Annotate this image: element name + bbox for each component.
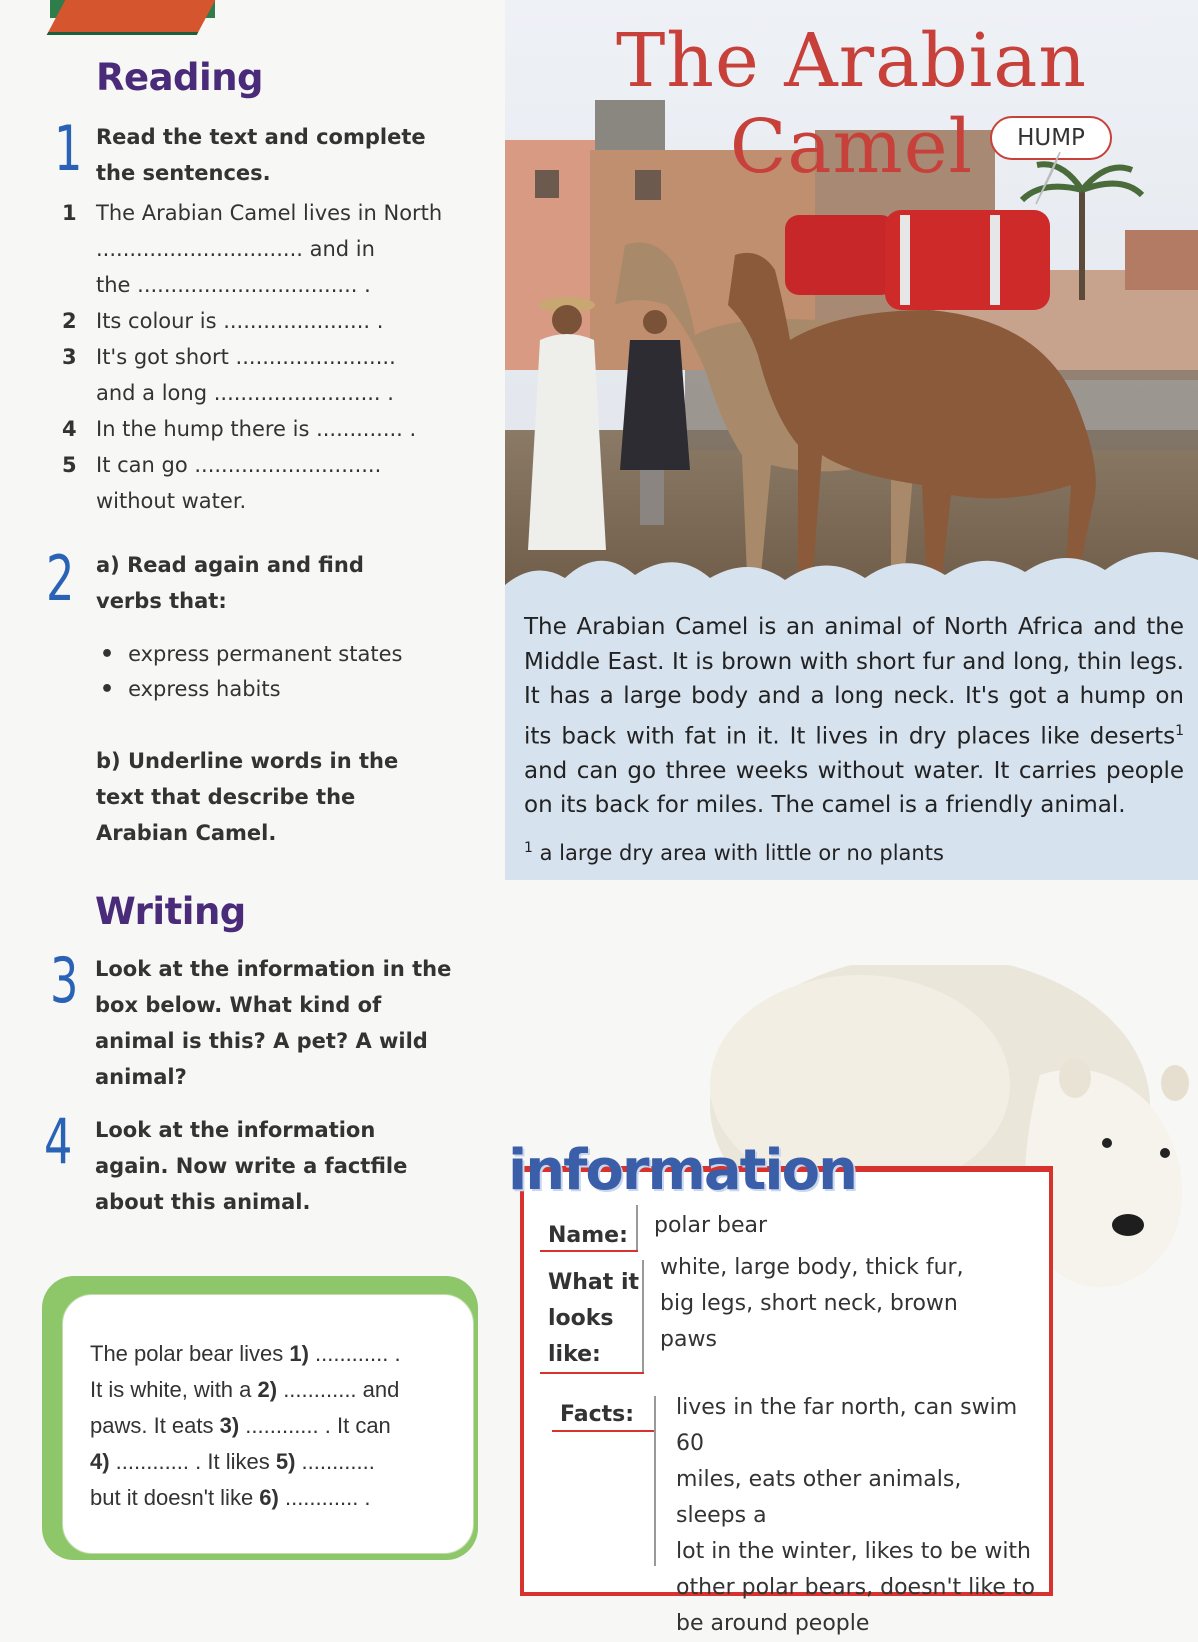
gapfill-text: The polar bear lives 1) ............ . It is white, with a 2) ............ and paws. It eats 3) ............ . It can 4) ............ . It likes 5) ............ but it doesn't like 6) ............ . [90, 1341, 401, 1510]
bullet-item: • express habits [100, 672, 460, 707]
info-column-line [636, 1205, 638, 1250]
exercise-3-instruction: Look at the information in the box below. What kind of animal is this? A pet? A wild animal? [95, 957, 452, 1089]
writing-heading: Writing [95, 890, 246, 933]
exercise-2-number: 2 [46, 542, 75, 615]
list-item: 3 It's got short ........................ [62, 345, 396, 369]
list-item: 5 It can go ............................ [62, 453, 382, 477]
exercise-1-instruction: Read the text and complete the sentences. [96, 125, 426, 185]
reading-heading: Reading [96, 56, 264, 99]
list-item-line: ............................... and in [96, 237, 375, 261]
exercise-2-bullets [100, 637, 460, 707]
info-facts-value: lives in the far north, can swim 60 miles, eats other animals, sleeps a lot in the winter, likes to be with other polar bears, doesn't like to be around people [676, 1395, 1035, 1636]
list-item-line: without water. [96, 489, 247, 513]
list-item-line: the ................................. . [96, 273, 371, 297]
list-item: 2 Its colour is ...................... . [62, 309, 384, 333]
exercise-4-number: 4 [44, 1105, 73, 1178]
info-facts-label: Facts: [560, 1402, 635, 1427]
exercise-4-instruction: Look at the information again. Now write a factfile about this animal. [95, 1118, 408, 1214]
exercise-1-number: 1 [54, 112, 83, 185]
camel-paragraph: The Arabian Camel is an animal of North Africa and the Middle East. It is brown with short fur and long, thin legs. It has a large body and a long neck. It's got a hump on its back with fat in it. It lives in dry places like deserts$^1$ and can go three weeks without water. It carries people on its back for miles. The camel is a friendly animal. [524, 614, 1184, 819]
bullet-item: • express permanent states [100, 637, 460, 672]
list-item-line: and a long ......................... . [96, 381, 394, 405]
info-name-label: Name: [548, 1223, 628, 1248]
info-column-line [642, 1260, 644, 1372]
info-divider [540, 1372, 644, 1374]
info-looks-value: white, large body, thick fur, big legs, short neck, brown paws [660, 1255, 964, 1352]
exercise-2b-instruction: b) Underline words in the text that describe the Arabian Camel. [96, 749, 399, 845]
info-divider [552, 1430, 656, 1432]
info-heading: information [508, 1138, 856, 1203]
section-tab-accent [47, 0, 216, 35]
camel-title: The Arabian Camel [615, 18, 1088, 190]
info-divider [540, 1250, 638, 1252]
exercise-1-items [62, 195, 452, 519]
camel-footnote: $^1$ a large dry area with little or no plants [524, 840, 944, 865]
info-column-line [654, 1396, 656, 1566]
exercise-2a-instruction: a) Read again and find verbs that: [96, 553, 364, 613]
list-item: 1 The Arabian Camel lives in North [62, 201, 443, 225]
info-looks-label: What it looks like: [548, 1270, 640, 1367]
exercise-3-number: 3 [50, 944, 79, 1017]
hump-label: HUMP [990, 116, 1112, 160]
info-name-value: polar bear [654, 1213, 768, 1238]
hump-pointer [1030, 152, 1070, 212]
list-item: 4 In the hump there is ............. . [62, 417, 417, 441]
